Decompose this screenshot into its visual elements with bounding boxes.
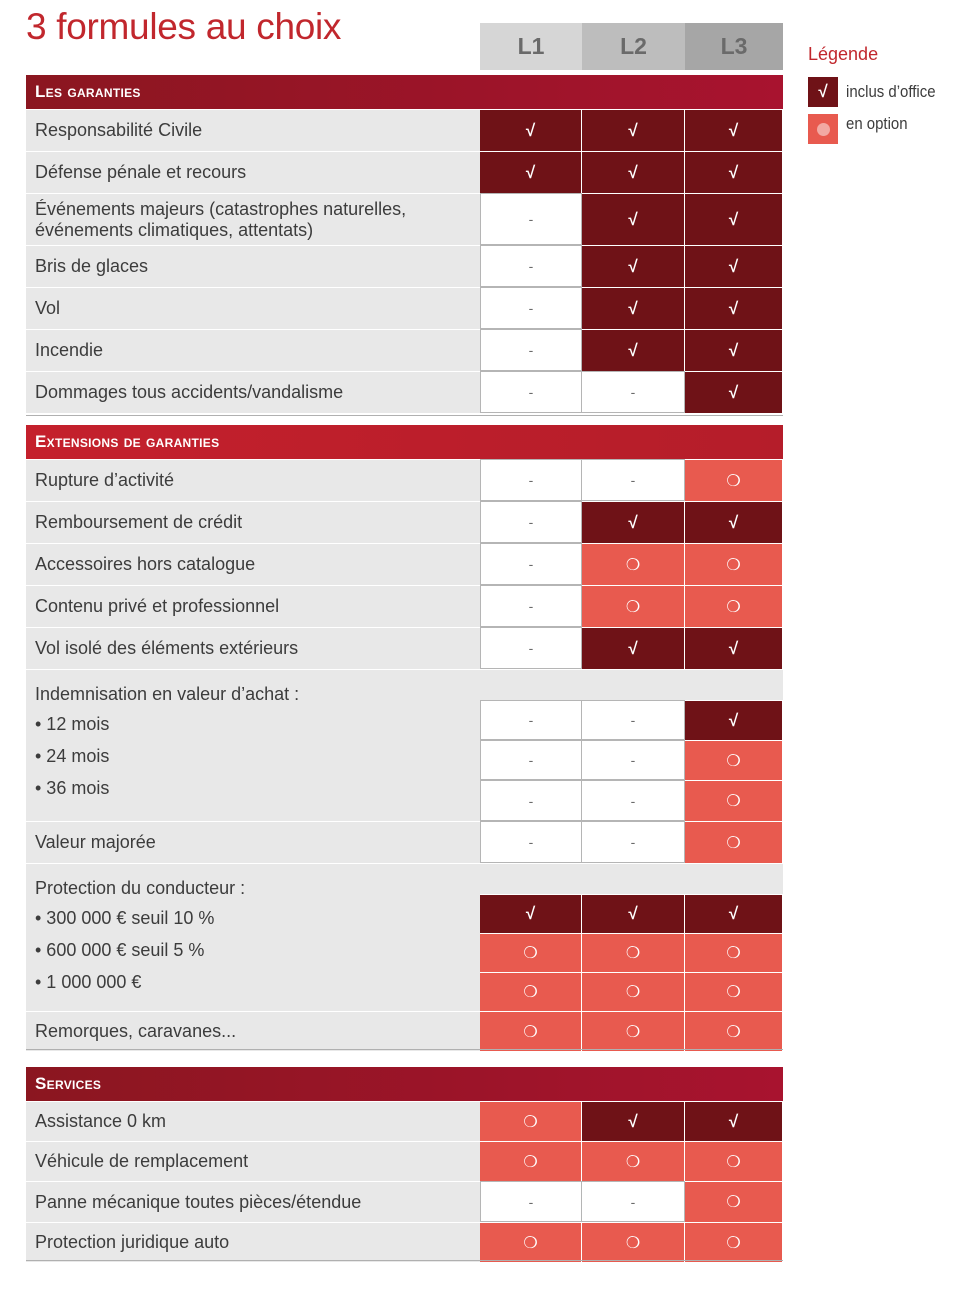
- cell-l1-none: -: [480, 821, 582, 863]
- cell-l1-none: -: [480, 287, 582, 329]
- row-label-text: Vol isolé des éléments extérieurs: [35, 638, 299, 658]
- cell-l2-none: -: [582, 780, 685, 821]
- cell-l1-none: -: [480, 371, 582, 413]
- cell-l2-opt: ❍: [582, 933, 685, 972]
- row-label: [26, 1181, 480, 1222]
- cell-l1-none: -: [480, 543, 582, 585]
- legend-title: Légende: [808, 44, 879, 64]
- cell-l2-inc: √: [582, 329, 685, 371]
- cell-l3-inc: √: [685, 245, 783, 287]
- row-label-text: Défense pénale et recours: [35, 162, 247, 182]
- cell-l2-opt: ❍: [582, 1011, 685, 1051]
- sub-item-label: • 1 000 000 €: [35, 972, 142, 992]
- cell-l2-opt: ❍: [582, 1222, 685, 1262]
- section-header-2: Extensions de garanties: [26, 425, 783, 459]
- row-label-text: Événements majeurs (catastrophes naturelles, événements climatiques, attentats): [35, 198, 407, 240]
- cell-l2-none: -: [582, 1181, 685, 1222]
- row-label-text: Incendie: [35, 340, 104, 360]
- row-label: [26, 287, 480, 329]
- cell-l1-opt: ❍: [480, 1011, 582, 1051]
- cell-l3-opt: ❍: [685, 933, 783, 972]
- row-label-text: Contenu privé et professionnel: [35, 596, 280, 616]
- cell-l2-inc: √: [582, 894, 685, 933]
- legend-included-label: inclus d’office: [846, 82, 936, 101]
- row-label: [26, 1011, 480, 1051]
- group-title: Indemnisation en valeur d’achat :: [35, 684, 300, 704]
- row-label: [26, 1101, 480, 1141]
- cell-l3-opt: ❍: [685, 740, 783, 780]
- cell-l2-opt: ❍: [582, 972, 685, 1011]
- section-header-3: Services: [26, 1067, 783, 1101]
- cell-l1-none: -: [480, 585, 582, 627]
- row-label: [26, 501, 480, 543]
- row-label: [26, 371, 480, 413]
- cell-l1-inc: √: [480, 109, 582, 151]
- sub-item-label: • 300 000 € seuil 10 %: [35, 908, 215, 928]
- group-title-strip: [480, 669, 783, 700]
- row-label-text: Dommages tous accidents/vandalisme: [35, 382, 344, 402]
- cell-l3-inc: √: [685, 329, 783, 371]
- row-label-text: Rupture d’activité: [35, 470, 175, 490]
- sub-item-label: • 36 mois: [35, 778, 110, 798]
- cell-l2-none: -: [582, 821, 685, 863]
- cell-l2-inc: √: [582, 109, 685, 151]
- row-label-text: Protection juridique auto: [35, 1232, 230, 1252]
- cell-l2-inc: √: [582, 245, 685, 287]
- cell-l3-inc: √: [685, 894, 783, 933]
- cell-l1-inc: √: [480, 894, 582, 933]
- legend-option-label: en option: [846, 114, 908, 133]
- cell-l3-opt: ❍: [685, 1011, 783, 1051]
- cell-l1-none: -: [480, 245, 582, 287]
- cell-l1-opt: ❍: [480, 933, 582, 972]
- section-header-1: Les garanties: [26, 75, 783, 109]
- column-header-l2: L2: [582, 23, 686, 70]
- cell-l2-none: -: [582, 740, 685, 780]
- option-dot-icon: [817, 123, 830, 136]
- cell-l3-opt: ❍: [685, 1181, 783, 1222]
- cell-l2-none: -: [582, 459, 685, 501]
- cell-l3-inc: √: [685, 627, 783, 669]
- sub-item-label: • 12 mois: [35, 714, 110, 734]
- sub-item-label: • 600 000 € seuil 5 %: [35, 940, 205, 960]
- cell-l3-opt: ❍: [685, 459, 783, 501]
- cell-l2-inc: √: [582, 501, 685, 543]
- cell-l1-none: -: [480, 740, 582, 780]
- cell-l2-inc: √: [582, 627, 685, 669]
- group-title: Protection du conducteur :: [35, 878, 246, 898]
- cell-l1-inc: √: [480, 151, 582, 193]
- cell-l2-opt: ❍: [582, 1141, 685, 1181]
- cell-l2-none: -: [582, 371, 685, 413]
- row-label-text: Bris de glaces: [35, 256, 149, 276]
- row-label: [26, 627, 480, 669]
- cell-l1-opt: ❍: [480, 1101, 582, 1141]
- cell-l3-opt: ❍: [685, 1222, 783, 1262]
- section-bottom-rule: [26, 415, 783, 416]
- row-label-text: Responsabilité Civile: [35, 120, 203, 140]
- row-label-text: Véhicule de remplacement: [35, 1151, 249, 1171]
- cell-l2-inc: √: [582, 287, 685, 329]
- column-header-l3: L3: [685, 23, 784, 70]
- row-label-text: Accessoires hors catalogue: [35, 554, 256, 574]
- cell-l2-inc: √: [582, 193, 685, 245]
- cell-l1-none: -: [480, 1181, 582, 1222]
- cell-l3-inc: √: [685, 1101, 783, 1141]
- legend-included-swatch: √: [808, 77, 838, 107]
- cell-l1-none: -: [480, 627, 582, 669]
- row-label-text: Panne mécanique toutes pièces/étendue: [35, 1191, 362, 1212]
- cell-l1-opt: ❍: [480, 1141, 582, 1181]
- row-label-text: Remorques, caravanes...: [35, 1021, 237, 1041]
- row-label: [26, 1141, 480, 1181]
- legend-option-swatch: [808, 114, 838, 144]
- cell-l3-opt: ❍: [685, 1141, 783, 1181]
- cell-l1-none: -: [480, 700, 582, 740]
- row-label: [26, 543, 480, 585]
- cell-l3-opt: ❍: [685, 972, 783, 1011]
- row-label: [26, 151, 480, 193]
- cell-l3-inc: √: [685, 501, 783, 543]
- sub-item-label: • 24 mois: [35, 746, 110, 766]
- cell-l1-none: -: [480, 329, 582, 371]
- cell-l2-opt: ❍: [582, 543, 685, 585]
- cell-l1-none: -: [480, 459, 582, 501]
- row-label-text: Assistance 0 km: [35, 1111, 167, 1131]
- cell-l3-opt: ❍: [685, 780, 783, 821]
- cell-l2-opt: ❍: [582, 585, 685, 627]
- cell-l1-opt: ❍: [480, 1222, 582, 1262]
- cell-l1-none: -: [480, 193, 582, 245]
- cell-l3-inc: √: [685, 193, 783, 245]
- cell-l3-opt: ❍: [685, 585, 783, 627]
- page-title: 3 formules au choix: [26, 6, 342, 47]
- row-label-text: Remboursement de crédit: [35, 512, 243, 532]
- row-label: [26, 821, 480, 863]
- cell-l3-inc: √: [685, 287, 783, 329]
- row-label: [26, 459, 480, 501]
- cell-l2-none: -: [582, 700, 685, 740]
- cell-l1-none: -: [480, 501, 582, 543]
- cell-l3-inc: √: [685, 700, 783, 740]
- row-label: [26, 245, 480, 287]
- cell-l2-inc: √: [582, 151, 685, 193]
- row-label: [26, 193, 480, 245]
- row-label-text: Valeur majorée: [35, 832, 156, 852]
- row-label: [26, 585, 480, 627]
- cell-l3-inc: √: [685, 109, 783, 151]
- row-label: [26, 109, 480, 151]
- cell-l3-opt: ❍: [685, 543, 783, 585]
- cell-l3-inc: √: [685, 151, 783, 193]
- column-header-l1: L1: [480, 23, 583, 70]
- section-bottom-rule: [26, 1049, 783, 1050]
- cell-l1-opt: ❍: [480, 972, 582, 1011]
- cell-l2-inc: √: [582, 1101, 685, 1141]
- section-bottom-rule: [26, 1260, 783, 1261]
- group-title-strip: [480, 863, 783, 894]
- row-label: [26, 329, 480, 371]
- cell-l1-none: -: [480, 780, 582, 821]
- row-label: [26, 1222, 480, 1262]
- cell-l3-inc: √: [685, 371, 783, 413]
- cell-l3-opt: ❍: [685, 821, 783, 863]
- row-label-text: Vol: [35, 298, 61, 318]
